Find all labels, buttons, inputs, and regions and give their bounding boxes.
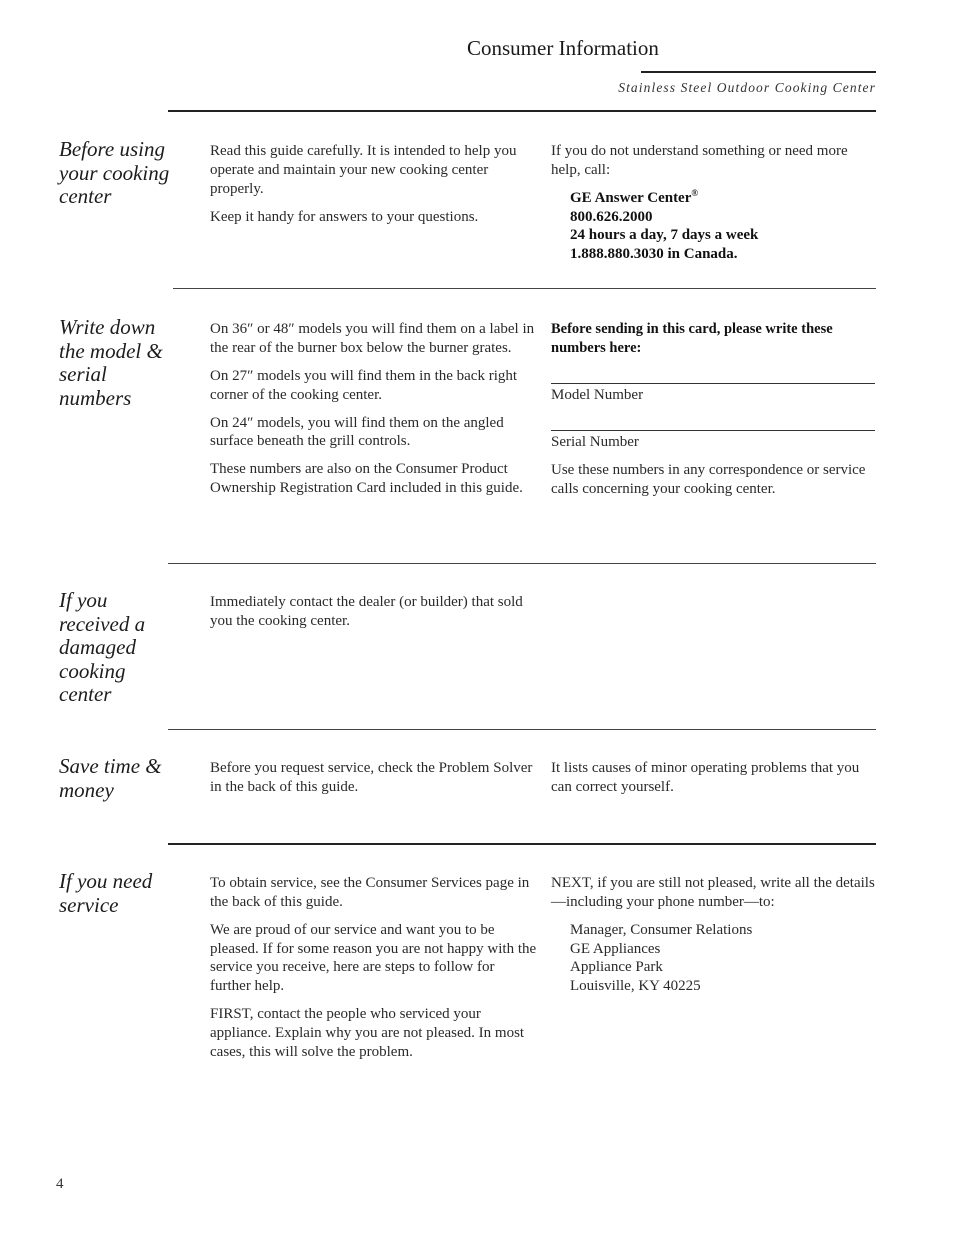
section-heading-before: Before using your cooking center [59, 137, 170, 208]
paragraph: FIRST, contact the people who serviced your appliance. Explain why you are not pleased. In most cases, this will solve the problem. [210, 1006, 525, 1060]
paragraph: Before you request service, check the Problem Solver in the back of this guide. [210, 760, 533, 795]
paragraph: These numbers are also on the Consumer Product Ownership Registration Card included in this guide. [210, 461, 523, 497]
paragraph: Use these numbers in any correspondence or service calls concerning your cooking center. [551, 462, 866, 497]
service-col1 [210, 874, 538, 1071]
before-col1 [210, 142, 538, 236]
paragraph: Keep it handy for answers to your questions. [210, 208, 479, 225]
subtitle-rule [641, 71, 876, 73]
address-line: GE Appliances [570, 940, 661, 957]
paragraph: We are proud of our service and want you to be pleased. If for some reason you are not happy with the service you receive, here are steps to follow for further help. [210, 921, 537, 995]
page-number: 4 [56, 1176, 64, 1192]
serial-number-line[interactable] [551, 430, 875, 431]
address-line: Manager, Consumer Relations [570, 921, 753, 938]
model-col2 [551, 320, 876, 508]
paragraph: It lists causes of minor operating problems that you can correct yourself. [551, 760, 860, 795]
section-heading-model: Write down the model & serial numbers [59, 315, 163, 410]
model-col1 [210, 320, 538, 507]
paragraph: On 36″ or 48″ models you will find them on a label in the rear of the burner box below the burner grates. [210, 321, 535, 356]
save-col1 [210, 759, 538, 806]
instruction: Before sending in this card, please write these numbers here: [551, 321, 833, 356]
section-heading-service: If you need service [59, 869, 153, 917]
paragraph: NEXT, if you are still not pleased, write all the details—including your phone number—to: [551, 875, 875, 910]
contact-hours: 24 hours a day, 7 days a week [570, 227, 759, 244]
divider [168, 843, 876, 845]
divider [168, 729, 876, 730]
contact-name: GE Answer Center [570, 189, 692, 206]
serial-number-label: Serial Number [551, 434, 639, 451]
divider [173, 288, 876, 289]
section-heading-damaged: If you received a damaged cooking center [59, 588, 146, 706]
before-col2 [551, 142, 876, 264]
model-number-label: Model Number [551, 386, 644, 403]
page-title: Consumer Information [467, 36, 659, 60]
contact-block [551, 189, 876, 264]
section-heading-save: Save time & money [59, 754, 162, 802]
contact-canada: 1.888.880.3030 in Canada. [570, 246, 738, 263]
paragraph: On 27″ models you will find them in the back right corner of the cooking center. [210, 367, 518, 403]
divider [168, 110, 876, 112]
address-line: Appliance Park [570, 959, 663, 976]
address-block [551, 921, 876, 996]
address-line: Louisville, KY 40225 [570, 978, 701, 995]
damaged-col1 [210, 593, 538, 640]
model-number-line[interactable] [551, 383, 875, 384]
paragraph: Read this guide carefully. It is intended to help you operate and maintain your new cooking center properly. [210, 143, 517, 197]
service-col2 [551, 874, 876, 996]
divider [168, 563, 876, 564]
save-col2 [551, 759, 876, 806]
contact-name-line [570, 189, 876, 208]
paragraph: To obtain service, see the Consumer Services page in the back of this guide. [210, 875, 530, 910]
registered-mark: ® [691, 187, 699, 198]
paragraph: On 24″ models, you will find them on the angled surface beneath the grill controls. [210, 414, 504, 450]
paragraph: If you do not understand something or need more help, call: [551, 143, 848, 178]
contact-phone: 800.626.2000 [570, 208, 653, 225]
paragraph: Immediately contact the dealer (or builder) that sold you the cooking center. [210, 594, 523, 629]
page-subtitle: Stainless Steel Outdoor Cooking Center [618, 80, 876, 95]
